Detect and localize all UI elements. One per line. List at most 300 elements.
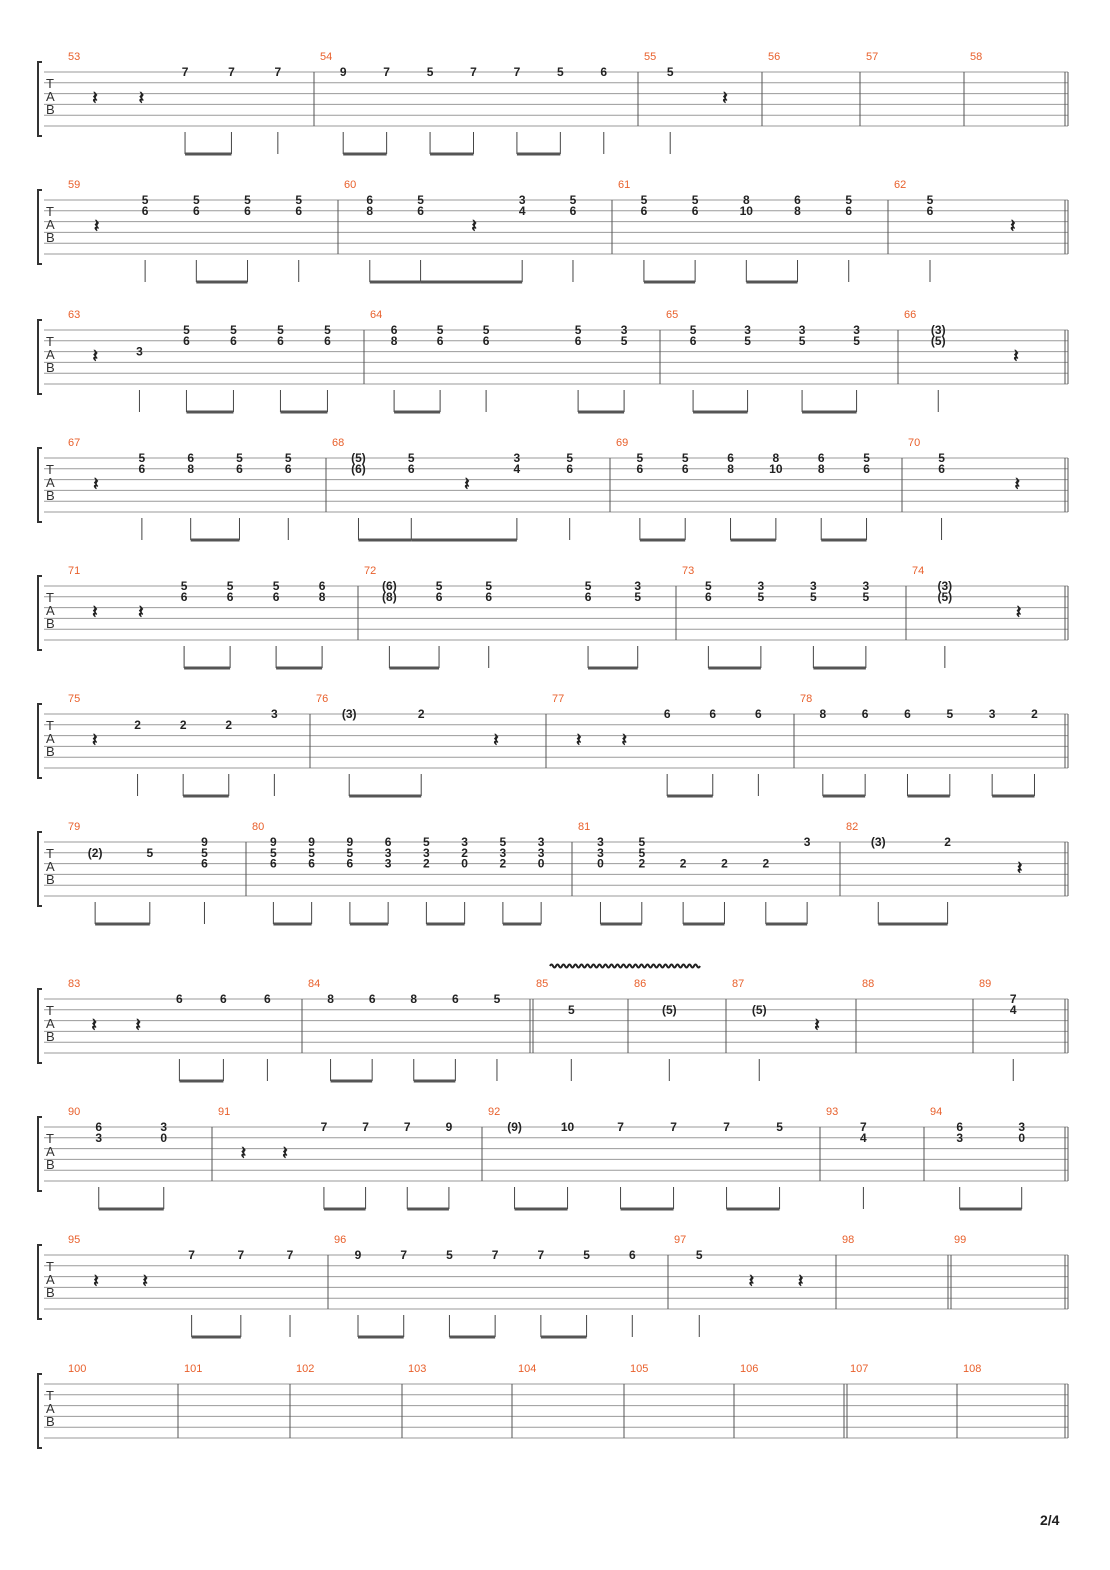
measure-number: 71 (68, 565, 81, 577)
fret-number: (8) (382, 589, 397, 604)
fret-number: 6 (272, 589, 280, 604)
fret-number: (2) (87, 845, 103, 860)
system-bracket (38, 832, 42, 906)
tab-clef-letter: T (46, 1259, 54, 1274)
rest-symbol: 𝄽 (135, 1015, 141, 1036)
fret-number: 6 (95, 1120, 103, 1134)
fret-number: 9 (270, 835, 277, 849)
fret-number: 6 (689, 333, 697, 348)
fret-number: 2 (944, 835, 951, 849)
fret-number: 3 (461, 835, 468, 849)
fret-number: 5 (584, 579, 592, 593)
fret-number: 0 (537, 856, 545, 871)
fret-number: 3 (136, 344, 143, 359)
fret-number: 6 (569, 203, 577, 218)
fret-number: (5) (661, 1002, 677, 1017)
fret-number: 5 (230, 323, 237, 337)
rest-symbol: 𝄽 (92, 346, 98, 367)
fret-number: 7 (188, 1248, 195, 1262)
fret-number: 5 (666, 65, 674, 79)
rest-symbol: 𝄽 (621, 730, 628, 751)
fret-number: 3 (95, 1130, 103, 1145)
fret-number: 6 (230, 333, 237, 348)
fret-number: 5 (446, 1248, 453, 1262)
fret-number: 6 (308, 856, 315, 871)
fret-number: 5 (640, 193, 648, 207)
fret-number: 8 (318, 589, 326, 604)
fret-number: 6 (295, 203, 303, 218)
system-bracket (38, 1374, 42, 1448)
measure-number: 94 (930, 1106, 943, 1118)
fret-number: 6 (482, 333, 490, 348)
measure-number: 77 (552, 693, 565, 705)
measure-number: 107 (850, 1363, 869, 1375)
fret-number: 6 (628, 1248, 636, 1262)
rest-symbol: 𝄽 (138, 602, 144, 623)
fret-number: 6 (640, 203, 648, 218)
fret-number: 0 (461, 856, 468, 871)
system-bracket (38, 190, 42, 264)
tab-clef-letter: B (46, 1157, 55, 1172)
measure-number: 97 (674, 1234, 687, 1246)
rest-symbol: 𝄽 (142, 1271, 148, 1292)
rest-symbol: 𝄽 (91, 730, 98, 751)
fret-number: 6 (845, 203, 853, 218)
fret-number: 5 (569, 193, 577, 207)
fret-number: 5 (236, 451, 243, 465)
tab-clef-letter: A (46, 731, 55, 746)
measure-number: 84 (308, 978, 321, 990)
system-bracket (38, 1245, 42, 1319)
fret-number: 5 (485, 579, 493, 593)
fret-number: 6 (691, 203, 699, 218)
fret-number: 6 (183, 333, 190, 348)
fret-number: 9 (339, 65, 347, 79)
measure-number: 78 (800, 693, 813, 705)
rest-symbol: 𝄽 (138, 88, 145, 109)
rest-symbol: 𝄽 (1015, 602, 1022, 623)
fret-number: 5 (567, 1002, 575, 1017)
rest-symbol: 𝄽 (1010, 216, 1016, 237)
fret-number: 8 (742, 193, 750, 207)
rest-symbol: 𝄽 (464, 474, 470, 495)
fret-number: 6 (384, 835, 392, 849)
fret-number: 6 (817, 451, 825, 465)
fret-number: 3 (513, 451, 521, 465)
fret-number: 5 (407, 451, 415, 465)
fret-number: 7 (1009, 992, 1017, 1006)
measure-number: 106 (740, 1363, 759, 1375)
fret-number: 4 (860, 1130, 867, 1145)
fret-number: 6 (187, 451, 195, 465)
rest-symbol: 𝄽 (282, 1143, 288, 1164)
fret-number: 6 (663, 707, 671, 721)
rest-symbol: 𝄽 (92, 88, 98, 109)
system-bracket (38, 448, 42, 522)
tab-clef-letter: T (46, 1131, 54, 1146)
fret-number: 5 (295, 193, 303, 207)
fret-number: 5 (810, 589, 817, 604)
fret-number: 3 (537, 835, 545, 849)
fret-number: 8 (327, 992, 334, 1006)
fret-number: 6 (270, 856, 277, 871)
fret-number: 6 (863, 461, 870, 476)
fret-number: 5 (180, 579, 188, 593)
fret-number: 5 (863, 451, 870, 465)
fret-number: 7 (181, 65, 189, 79)
fret-number: 7 (362, 1120, 369, 1134)
fret-number: 6 (566, 461, 574, 476)
fret-number: 3 (271, 707, 278, 721)
tab-clef-letter: T (46, 334, 54, 349)
tab-clef-letter: T (46, 846, 54, 861)
fret-number: 6 (681, 461, 689, 476)
fret-number: 7 (237, 1248, 245, 1262)
fret-number: 8 (390, 333, 398, 348)
fret-number: 0 (1018, 1130, 1026, 1145)
fret-number: 5 (499, 835, 507, 849)
fret-number: 2 (417, 707, 425, 721)
fret-number: (3) (870, 835, 886, 849)
fret-number: 6 (346, 856, 354, 871)
fret-number: 7 (537, 1248, 545, 1262)
fret-number: 6 (264, 992, 271, 1006)
fret-number: 3 (956, 1130, 964, 1145)
tab-system (38, 309, 1068, 412)
fret-number: 8 (817, 461, 825, 476)
fret-number: 3 (634, 579, 642, 593)
tab-clef-letter: T (46, 76, 54, 91)
measure-number: 55 (644, 51, 657, 63)
tab-clef-letter: A (46, 1016, 55, 1031)
fret-number: 5 (493, 992, 501, 1006)
measure-number: 95 (68, 1234, 81, 1246)
fret-number: 5 (938, 451, 945, 465)
fret-number: 5 (482, 323, 490, 337)
fret-number: 9 (201, 835, 208, 849)
fret-number: 5 (146, 845, 154, 860)
measure-number: 69 (616, 437, 629, 449)
system-bracket (38, 704, 42, 778)
fret-number: 6 (436, 333, 444, 348)
rest-symbol: 𝄽 (92, 602, 98, 623)
fret-number: 5 (346, 845, 354, 860)
fret-number: 3 (757, 579, 765, 593)
fret-number: 0 (160, 1130, 168, 1145)
rest-symbol: 𝄽 (1014, 474, 1021, 495)
fret-number: 5 (845, 193, 853, 207)
fret-number: 7 (383, 65, 390, 79)
fret-number: 4 (513, 461, 521, 476)
tab-clef-letter: T (46, 462, 54, 477)
tab-system (38, 978, 1068, 1081)
measure-number: 87 (732, 978, 745, 990)
fret-number: 4 (1009, 1002, 1017, 1017)
tab-clef-letter: B (46, 360, 55, 375)
fret-number: (9) (507, 1120, 522, 1134)
fret-number: 6 (861, 707, 869, 721)
measure-number: 61 (618, 179, 631, 191)
tab-clef-letter: A (46, 217, 55, 232)
fret-number: 2 (461, 845, 468, 860)
fret-number: 5 (620, 333, 628, 348)
fret-number: 5 (423, 835, 430, 849)
system-bracket (38, 576, 42, 650)
tab-clef-letter: B (46, 230, 55, 245)
fret-number: 6 (956, 1120, 964, 1134)
fret-number: (3) (937, 579, 953, 593)
measure-number: 82 (846, 821, 859, 833)
fret-number: 3 (988, 707, 996, 721)
measure-number: 60 (344, 179, 357, 191)
fret-number: 2 (1031, 707, 1038, 721)
tab-clef-letter: A (46, 475, 55, 490)
fret-number: 3 (862, 579, 870, 593)
fret-number: 3 (384, 856, 392, 871)
measure-number: 85 (536, 978, 549, 990)
fret-number: 6 (584, 589, 592, 604)
fret-number: 5 (436, 323, 444, 337)
fret-number: 3 (620, 323, 628, 337)
fret-number: 6 (138, 461, 146, 476)
fret-number: 5 (324, 323, 331, 337)
measure-number: 73 (682, 565, 695, 577)
rest-symbol: 𝄽 (814, 1015, 820, 1036)
fret-number: (3) (930, 323, 946, 337)
fret-number: 10 (769, 461, 783, 476)
fret-number: 2 (679, 856, 687, 871)
fret-number: 5 (638, 845, 646, 860)
fret-number: 7 (491, 1248, 499, 1262)
fret-number: 3 (597, 835, 604, 849)
measure-number: 57 (866, 51, 879, 63)
rest-symbol: 𝄽 (1013, 346, 1019, 367)
fret-number: 5 (946, 707, 954, 721)
fret-number: 8 (187, 461, 195, 476)
fret-number: 3 (499, 845, 507, 860)
fret-number: 5 (308, 845, 315, 860)
fret-number: 6 (244, 203, 251, 218)
fret-number: 5 (226, 579, 234, 593)
fret-number: 6 (709, 707, 717, 721)
fret-number: 6 (201, 856, 208, 871)
measure-number: 72 (364, 565, 377, 577)
fret-number: 5 (138, 451, 146, 465)
tab-system (38, 565, 1068, 668)
measure-number: 62 (894, 179, 907, 191)
tab-clef-letter: A (46, 1272, 55, 1287)
fret-number: 6 (220, 992, 227, 1006)
fret-number: 7 (274, 65, 282, 79)
fret-number: (5) (351, 451, 366, 465)
fret-number: 3 (384, 845, 392, 860)
tab-system (38, 1106, 1068, 1209)
measure-number: 93 (826, 1106, 839, 1118)
tab-system (38, 1234, 1068, 1337)
tab-clef-letter: T (46, 590, 54, 605)
system-bracket (38, 62, 42, 136)
fret-number: 6 (705, 589, 712, 604)
fret-number: 3 (744, 323, 751, 337)
fret-number: 8 (819, 707, 827, 721)
measure-number: 67 (68, 437, 81, 449)
fret-number: 8 (366, 203, 374, 218)
fret-number: 6 (407, 461, 415, 476)
fret-number: 5 (277, 323, 284, 337)
fret-number: 7 (513, 65, 521, 79)
measure-number: 102 (296, 1363, 315, 1375)
fret-number: 3 (810, 579, 817, 593)
fret-number: 3 (798, 323, 806, 337)
measure-number: 96 (334, 1234, 347, 1246)
fret-number: 6 (226, 589, 234, 604)
tab-clef-letter: A (46, 89, 55, 104)
rest-symbol: 𝄽 (93, 474, 99, 495)
fret-number: 0 (597, 856, 604, 871)
fret-number: 6 (180, 589, 188, 604)
fret-number: 2 (423, 856, 430, 871)
fret-number: 5 (691, 193, 699, 207)
rest-symbol: 𝄽 (575, 730, 582, 751)
fret-number: 2 (225, 717, 233, 732)
fret-number: 3 (597, 845, 604, 860)
fret-number: 5 (417, 193, 424, 207)
tab-system (38, 693, 1068, 796)
fret-number: 5 (695, 1248, 703, 1262)
measure-number: 99 (954, 1234, 967, 1246)
fret-number: 5 (183, 323, 190, 337)
fret-number: 2 (762, 856, 770, 871)
fret-number: 5 (705, 579, 712, 593)
measure-number: 76 (316, 693, 329, 705)
fret-number: 3 (537, 845, 545, 860)
tab-clef-letter: T (46, 1003, 54, 1018)
system-bracket (38, 1117, 42, 1191)
fret-number: 5 (776, 1120, 783, 1134)
fret-number: 5 (566, 451, 574, 465)
measure-number: 59 (68, 179, 81, 191)
fret-number: 5 (244, 193, 251, 207)
fret-number: 2 (134, 717, 141, 732)
rest-symbol: 𝄽 (748, 1271, 755, 1292)
tab-clef-letter: A (46, 859, 55, 874)
measure-number: 79 (68, 821, 81, 833)
fret-number: 6 (435, 589, 443, 604)
measure-number: 86 (634, 978, 647, 990)
fret-number: 5 (201, 845, 208, 860)
tab-clef-letter: A (46, 1401, 55, 1416)
fret-number: 6 (636, 461, 644, 476)
fret-number: 5 (689, 323, 697, 337)
fret-number: 8 (794, 203, 801, 218)
fret-number: 5 (757, 589, 765, 604)
tab-clef-letter: A (46, 603, 55, 618)
fret-number: 5 (141, 193, 149, 207)
measure-number: 65 (666, 309, 679, 321)
fret-number: 6 (938, 461, 945, 476)
fret-number: 5 (426, 65, 434, 79)
fret-number: 8 (727, 461, 734, 476)
page-number: 2/4 (1040, 1512, 1060, 1528)
fret-number: 7 (286, 1248, 294, 1262)
measure-number: 58 (970, 51, 983, 63)
measure-number: 75 (68, 693, 81, 705)
fret-number: 5 (272, 579, 280, 593)
fret-number: 3 (518, 193, 526, 207)
measure-number: 83 (68, 978, 81, 990)
fret-number: 7 (320, 1120, 328, 1134)
fret-number: 4 (518, 203, 526, 218)
fret-number: 7 (860, 1120, 867, 1134)
fret-number: 6 (452, 992, 459, 1006)
fret-number: 5 (798, 333, 806, 348)
fret-number: 6 (574, 333, 582, 348)
rest-symbol: 𝄽 (471, 216, 477, 237)
fret-number: 9 (308, 835, 315, 849)
measure-number: 88 (862, 978, 875, 990)
fret-number: 2 (499, 856, 507, 871)
fret-number: 5 (574, 323, 582, 337)
fret-number: 6 (277, 333, 284, 348)
tab-clef-letter: B (46, 1029, 55, 1044)
fret-number: (6) (351, 461, 366, 476)
measure-number: 103 (408, 1363, 427, 1375)
fret-number: (5) (751, 1002, 767, 1017)
measure-number: 53 (68, 51, 81, 63)
fret-number: 8 (772, 451, 780, 465)
fret-number: 7 (723, 1120, 730, 1134)
fret-number: 5 (636, 451, 644, 465)
tab-clef-letter: T (46, 1388, 54, 1403)
fret-number: 5 (681, 451, 689, 465)
fret-number: (3) (341, 707, 357, 721)
fret-number: 2 (179, 717, 187, 732)
fret-number: 6 (485, 589, 493, 604)
fret-number: 5 (853, 333, 860, 348)
fret-number: 9 (445, 1120, 453, 1134)
tab-system (38, 179, 1068, 282)
vibrato-marking (550, 965, 700, 968)
fret-number: 3 (853, 323, 860, 337)
tab-system (38, 1363, 1068, 1448)
fret-number: 8 (410, 992, 418, 1006)
fret-number: 6 (390, 323, 398, 337)
measure-number: 91 (218, 1106, 231, 1118)
fret-number: 5 (556, 65, 564, 79)
fret-number: 7 (400, 1248, 408, 1262)
measure-number: 64 (370, 309, 383, 321)
measure-number: 66 (904, 309, 917, 321)
fret-number: 7 (617, 1120, 624, 1134)
fret-number: 6 (794, 193, 801, 207)
measure-number: 90 (68, 1106, 81, 1118)
fret-number: 7 (403, 1120, 411, 1134)
rest-symbol: 𝄽 (240, 1143, 247, 1164)
tab-clef-letter: A (46, 1144, 55, 1159)
tab-clef-letter: B (46, 102, 55, 117)
rest-symbol: 𝄽 (797, 1271, 804, 1292)
fret-number: 6 (318, 579, 326, 593)
rest-symbol: 𝄽 (93, 1271, 99, 1292)
tab-system (38, 437, 1068, 540)
measure-number: 92 (488, 1106, 501, 1118)
fret-number: 9 (346, 835, 354, 849)
rest-symbol: 𝄽 (493, 730, 499, 751)
tab-clef-letter: B (46, 616, 55, 631)
rest-symbol: 𝄽 (1016, 858, 1023, 879)
fret-number: 5 (270, 845, 277, 860)
rest-symbol: 𝄽 (722, 88, 728, 109)
